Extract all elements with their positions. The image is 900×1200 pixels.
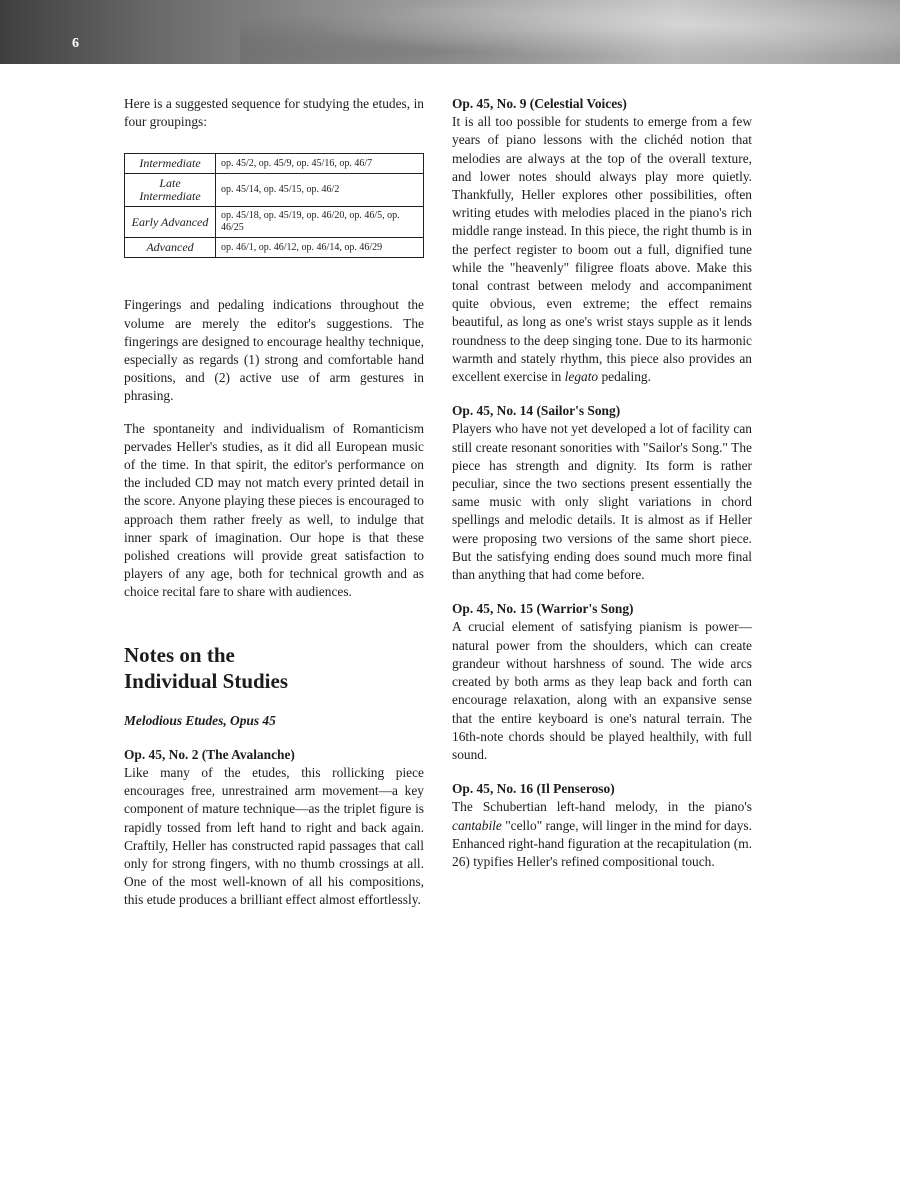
study-sequence-table: [124, 153, 424, 258]
piece-text: Like many of the etudes, this rollicking piece encourages free, unrestrained arm movement—a key component of mature technique—as the triplet figure is rapidly tossed from left hand to right and back again. Craftily, Heller has constructed rapid passages that call only for strong fingers, with no thumb crossings at all. One of the most well-known of all his compositions, this etude produces a brilliant effect almost effortlessly.: [124, 765, 424, 908]
piece-text-part: "cello" range, will linger in the mind for days. Enhanced right-hand figuration at the recapitulation (m. 26) typifies Heller's refined compositional touch.: [452, 817, 752, 869]
piece-title: Op. 45, No. 16 (Il Penseroso): [452, 781, 615, 797]
piece-note: [452, 95, 752, 386]
pieces-cell: op. 46/1, op. 46/12, op. 46/14, op. 46/29: [216, 238, 424, 258]
right-column: [452, 95, 752, 887]
table-row: [125, 238, 424, 258]
table-row: [125, 174, 424, 207]
piece-text: A crucial element of satisfying pianism is power—natural power from the shoulders, which can create grandeur without harshness of sound. The wide arcs created by both arms as they leap back and forth can encourage relaxation, along with an expansive sense that the entire keyboard is one's natural terrain. The 16th-note chords should be played healthily, with full sound.: [452, 619, 752, 762]
piece-note: [452, 600, 752, 764]
pieces-cell: op. 45/18, op. 45/19, op. 46/20, op. 46/5, op. 46/25: [216, 207, 424, 238]
piece-title: Op. 45, No. 15 (Warrior's Song): [452, 601, 634, 617]
header-band: [0, 0, 900, 64]
romanticism-paragraph: The spontaneity and individualism of Romanticism pervades Heller's studies, as it did all European music of the time. In that spirit, the editor's performance on the included CD may not match every printed detail in the score. Anyone playing these pieces is encouraged to approach them rather freely as well, to indulge that inner spark of imagination. Our hope is that these polished creations will provide great satisfaction to players of any age, both for technical growth and as choice recital fare to share with audiences.: [124, 420, 424, 600]
pieces-cell: op. 45/14, op. 45/15, op. 46/2: [216, 174, 424, 207]
pieces-cell: op. 45/2, op. 45/9, op. 45/16, op. 46/7: [216, 154, 424, 174]
level-cell: Late Intermediate: [125, 174, 216, 207]
piece-title: Op. 45, No. 2 (The Avalanche): [124, 746, 295, 762]
piece-text-part: pedaling.: [598, 369, 651, 385]
piece-text-part: It is all too possible for students to emerge from a few years of piano lessons with the clichéd notion that melodies are always at the top of the overall texture, and lower notes should always play more quietly. Thankfully, Heller explores other possibilities, often writing etudes with melodies placed in the piano's rich middle range instead. In this piece, the right thumb is in the perfect register to boom out a full, dignified tune while the "heavenly" filigree floats above. Make this tonal contrast between melody and accompaniment quite obvious, even extreme; the effect remains beautiful, as long as one's wrist stays supple as it lends roundness to the deep singing tone. Due to its harmonic warmth and stately rhythm, this piece also provides an excellent exercise in: [452, 114, 752, 385]
intro-paragraph: Here is a suggested sequence for studying the etudes, in four groupings:: [124, 96, 424, 130]
piece-text: [452, 113, 752, 386]
level-cell: Early Advanced: [125, 207, 216, 238]
fingerings-paragraph: Fingerings and pedaling indications throughout the volume are merely the editor's suggestions. The fingerings are designed to encourage healthy technique, especially as regards (1) strong and comfortable hand positions, and (2) active use of arm gestures in phrasing.: [124, 297, 424, 404]
piece-text-italic: cantabile: [452, 817, 502, 833]
section-title: [124, 642, 424, 694]
piece-note: [124, 746, 424, 910]
section-title-line1: Notes on the: [124, 642, 235, 667]
level-cell: Advanced: [125, 238, 216, 258]
level-cell: Intermediate: [125, 154, 216, 174]
piece-text: [452, 798, 752, 871]
piece-text-italic: legato: [564, 369, 599, 385]
page-number: 6: [72, 36, 79, 51]
piece-title: Op. 45, No. 14 (Sailor's Song): [452, 403, 621, 419]
piece-text-part: The Schubertian left-hand melody, in the piano's: [452, 799, 752, 815]
table-row: [125, 154, 424, 174]
opus-title: Melodious Etudes, Opus 45: [124, 712, 276, 728]
piece-note: [452, 780, 752, 871]
piece-note: [452, 402, 752, 584]
left-column: [124, 95, 424, 926]
piece-text: Players who have not yet developed a lot of facility can still create resonant sonorities with "Sailor's Song." The piece has strength and dignity. Its form is rather peculiar, since the two sections present essentially the same music with only slight variations in chord spellings and melodic details. It is almost as if Heller were proposing two versions of the same short piece. But the satisfying ending does sound much more final than anything that had come before.: [452, 421, 752, 583]
piece-title: Op. 45, No. 9 (Celestial Voices): [452, 96, 627, 111]
section-title-line2: Individual Studies: [124, 668, 289, 693]
table-row: [125, 207, 424, 238]
